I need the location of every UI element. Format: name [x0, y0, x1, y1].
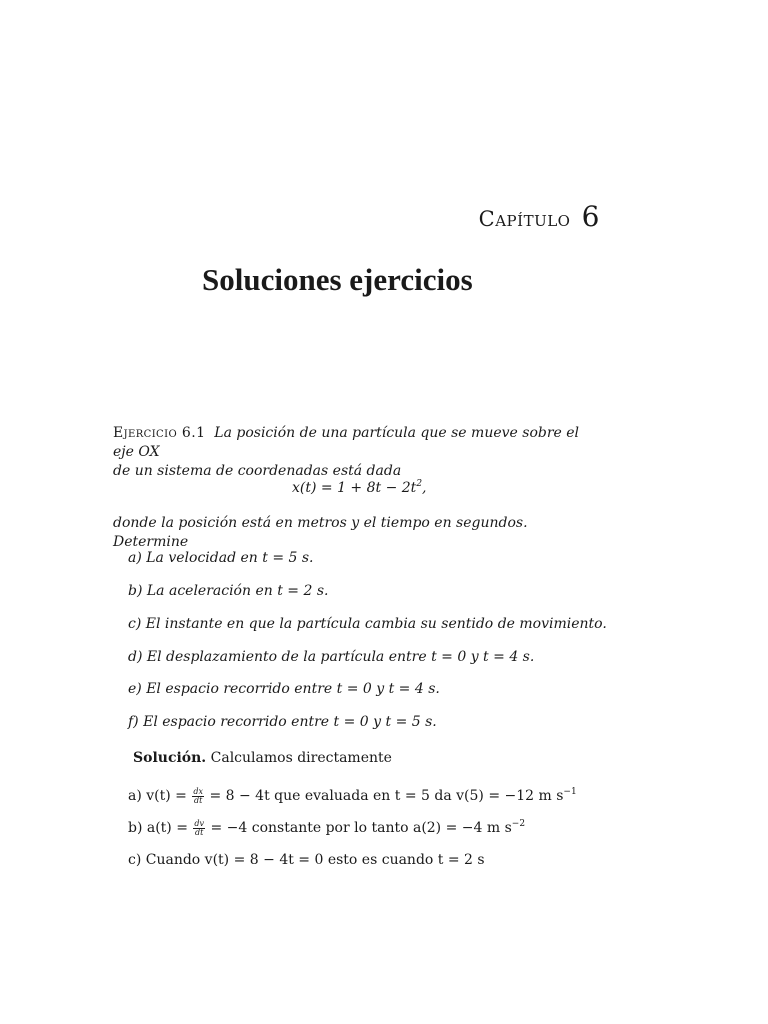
exercise-item-d: d) El desplazamiento de la partícula entre t = 0 y t = 4 s.	[128, 649, 535, 665]
exercise-continuation: donde la posición está en metros y el tiempo en segundos. Determine	[113, 515, 528, 550]
chapter-word: Capítulo	[478, 207, 571, 231]
derivative-fraction	[193, 820, 205, 837]
formula-tail: ,	[422, 480, 427, 496]
derivative-fraction	[192, 788, 204, 805]
exercise-item-e: e) El espacio recorrido entre t = 0 y t = 4 s.	[128, 681, 440, 697]
chapter-label	[479, 200, 600, 233]
solution-header	[133, 750, 392, 766]
solution-a-prefix: a) v(t) =	[128, 788, 192, 804]
solution-b-exponent: −2	[511, 819, 526, 829]
exercise-label: Ejercicio 6.1	[113, 425, 206, 441]
solution-item-b	[128, 819, 525, 837]
solution-item-a	[128, 787, 577, 805]
fraction-denominator: dt	[194, 795, 203, 805]
solution-b-body: = −4 constante por lo tanto a(2) = −4 m s	[206, 820, 512, 836]
chapter-number: 6	[581, 200, 600, 233]
fraction-numerator: dx	[193, 786, 203, 796]
exercise-statement-line2: de un sistema de coordenadas está dada	[113, 463, 402, 479]
exercise-statement-line1: La posición de una partícula que se mueve sobre el eje OX	[113, 425, 580, 460]
solution-a-exponent: −1	[563, 787, 577, 797]
exercise-item-f: f) El espacio recorrido entre t = 0 y t = 5 s.	[128, 714, 437, 730]
solution-b-prefix: b) a(t) =	[128, 820, 193, 836]
fraction-denominator: dt	[195, 827, 204, 837]
solution-intro: Calculamos directamente	[210, 750, 392, 766]
formula-main: x(t) = 1 + 8t − 2t	[292, 480, 417, 496]
formula-exponent: 2	[416, 479, 423, 489]
exercise-statement	[113, 424, 603, 481]
solution-item-c: c) Cuando v(t) = 8 − 4t = 0 esto es cuando t = 2 s	[128, 852, 485, 868]
exercise-item-c: c) El instante en que la partícula cambia su sentido de movimiento.	[128, 616, 607, 632]
chapter-title: Soluciones ejercicios	[202, 262, 473, 297]
exercise-item-a: a) La velocidad en t = 5 s.	[128, 550, 314, 566]
fraction-numerator: dv	[194, 818, 205, 828]
exercise-item-b: b) La aceleración en t = 2 s.	[128, 583, 329, 599]
solution-a-body: = 8 − 4t que evaluada en t = 5 da v(5) = −12 m s	[205, 788, 564, 804]
solution-label: Solución.	[133, 750, 207, 766]
position-formula	[292, 479, 427, 496]
